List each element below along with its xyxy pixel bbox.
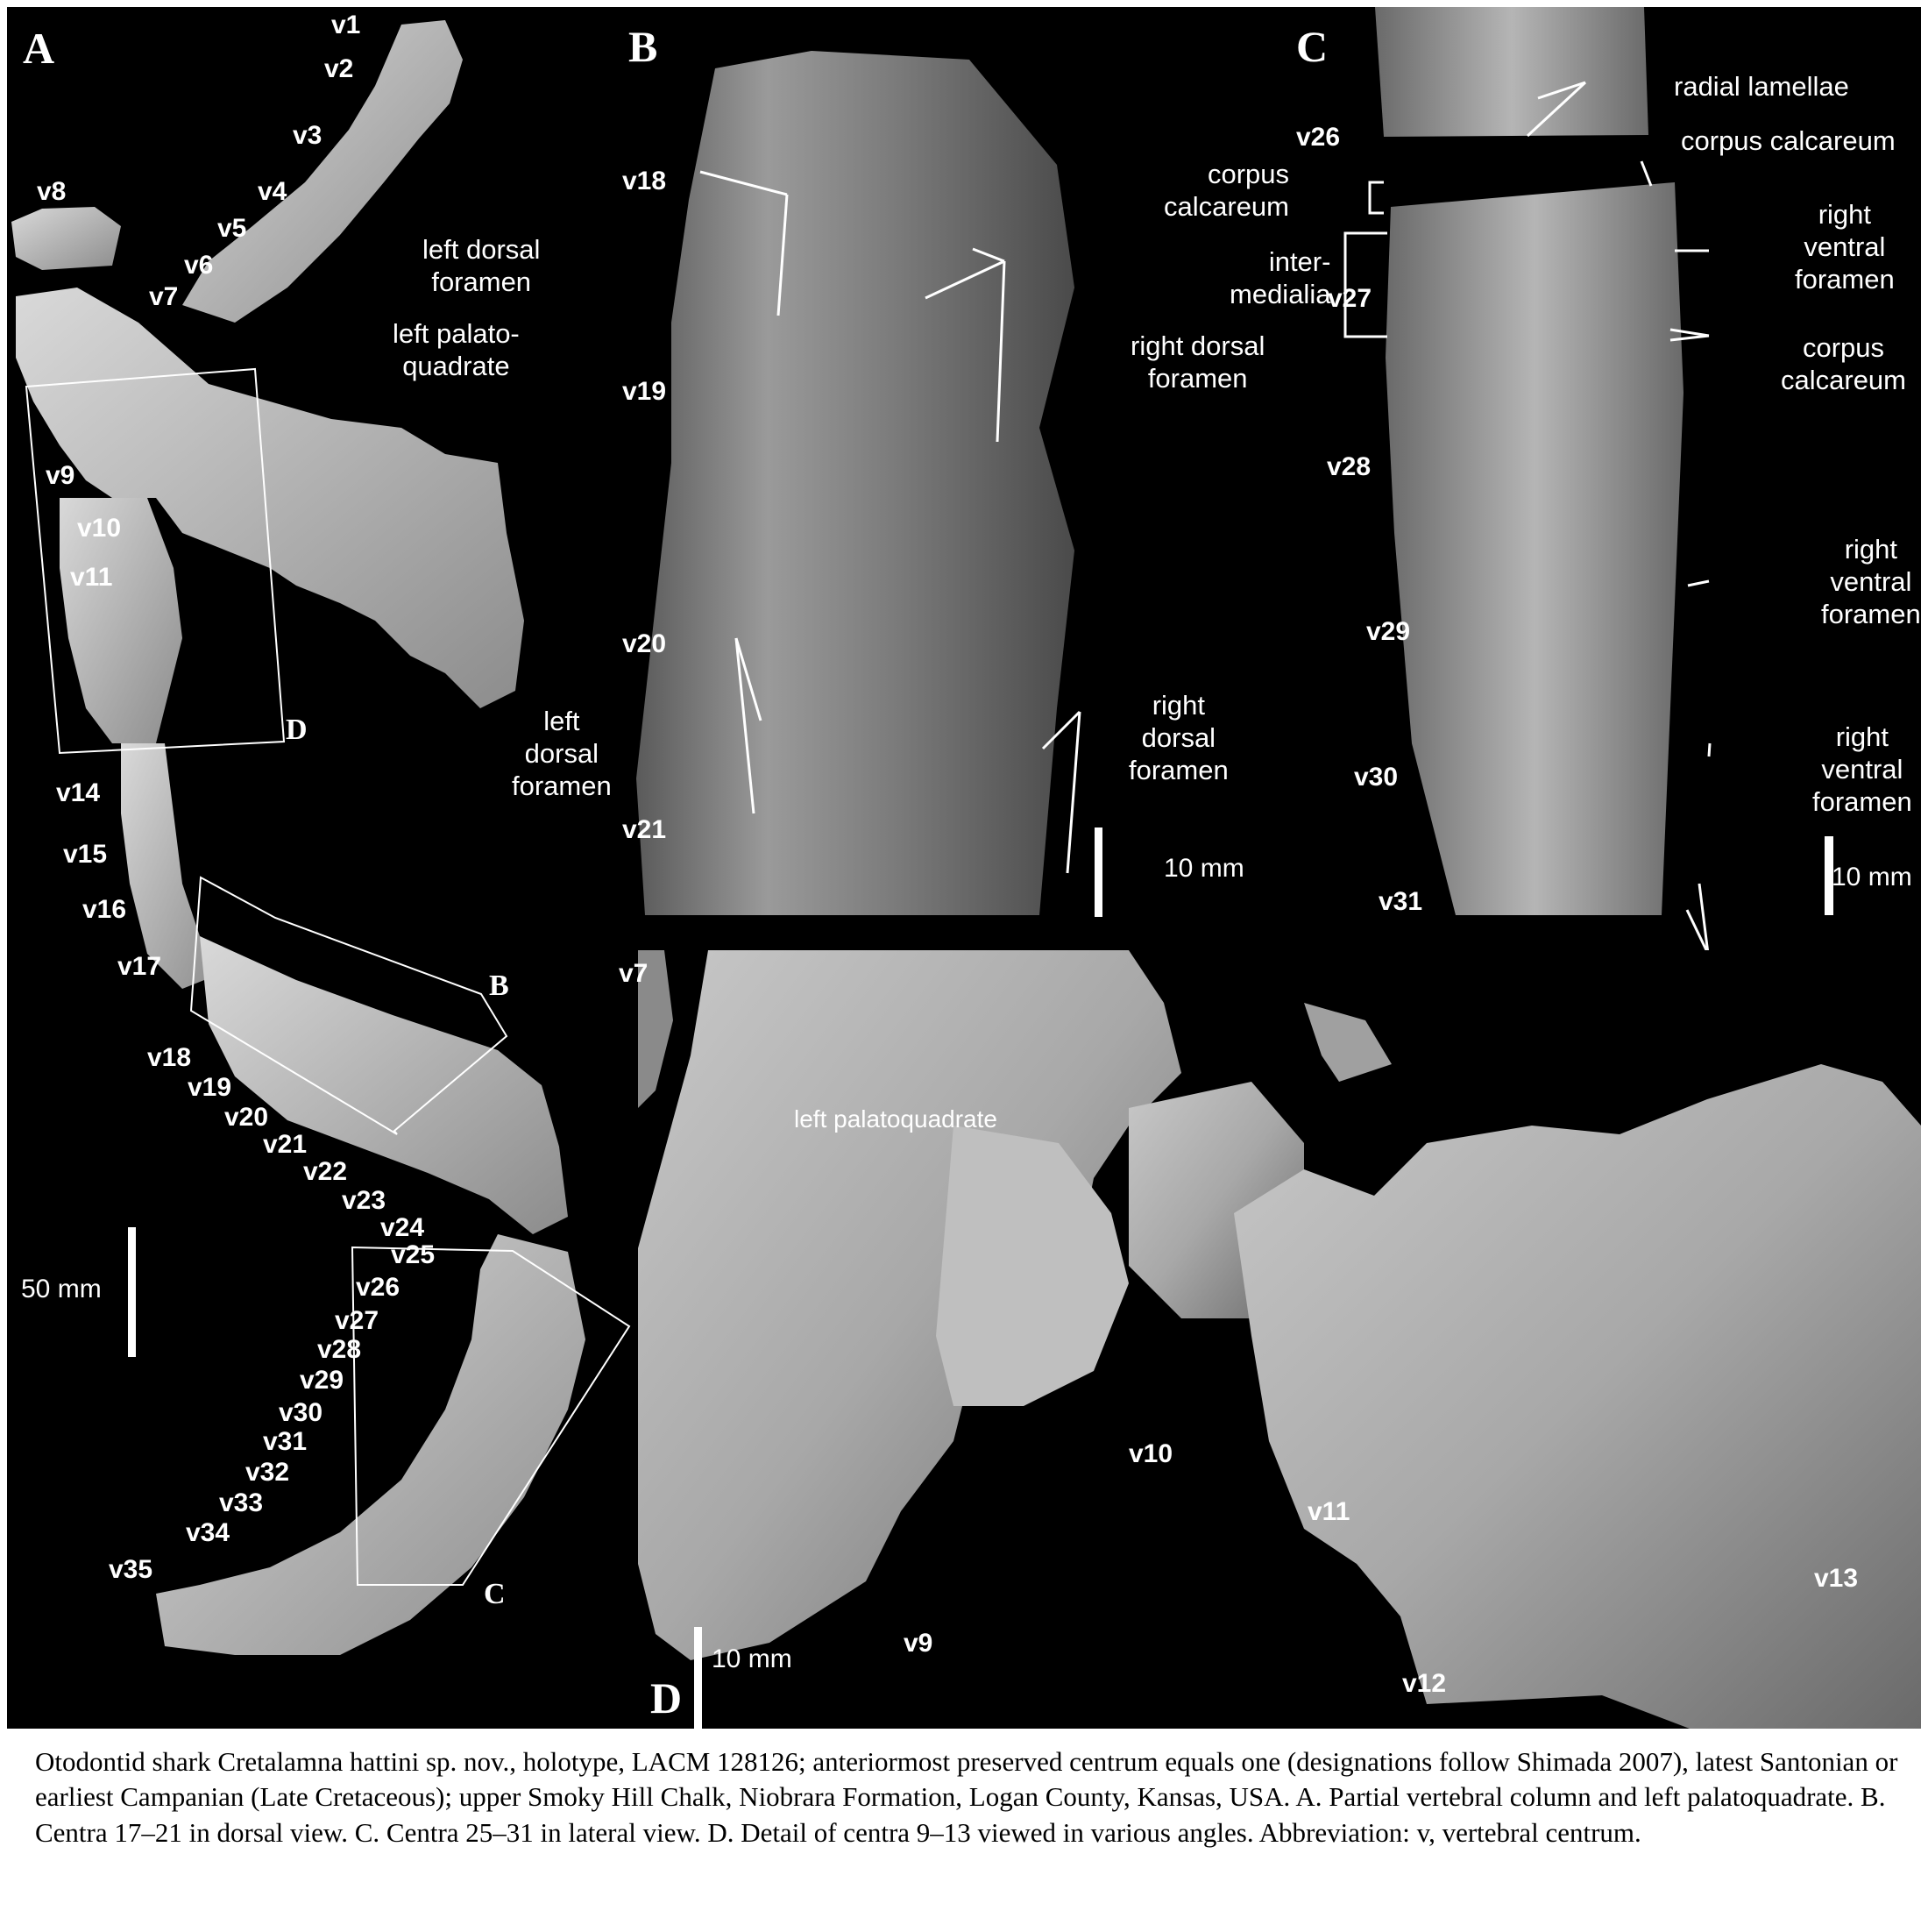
vertebra-label: v21 xyxy=(263,1130,308,1159)
panel-d-scale-label: 10 mm xyxy=(712,1644,792,1673)
panel-a-letter: A xyxy=(23,24,55,73)
vertebra-label: v16 xyxy=(82,895,127,924)
vertebra-label: v12 xyxy=(1402,1669,1447,1698)
vertebra-label: v28 xyxy=(1327,452,1372,481)
vertebra-label: v23 xyxy=(342,1186,386,1215)
panel-a-scale-label: 50 mm xyxy=(21,1275,102,1303)
box-label-c: C xyxy=(484,1578,506,1610)
right-dorsal-foramen-annotation: right dorsal foramen xyxy=(1131,330,1265,394)
vertebra-label: v25 xyxy=(391,1240,436,1269)
vertebra-label: v29 xyxy=(300,1366,344,1395)
panel-a xyxy=(7,7,638,1729)
vertebra-label: v30 xyxy=(279,1398,323,1427)
vertebra-label: v10 xyxy=(77,514,122,543)
vertebra-label: v26 xyxy=(1296,123,1341,152)
vertebra-label: v6 xyxy=(184,251,214,280)
corpus-calcareum-annotation: corpus calcareum xyxy=(1681,125,1896,156)
box-label-b: B xyxy=(489,970,509,1002)
vertebra-label: v7 xyxy=(619,959,649,988)
panel-d xyxy=(619,950,1921,1729)
vertebra-label: v30 xyxy=(1354,763,1399,792)
panel-b xyxy=(619,7,1346,915)
vertebra-label: v31 xyxy=(263,1427,308,1456)
panel-b-letter: B xyxy=(628,22,658,71)
vertebra-label: v14 xyxy=(56,778,101,807)
panel-d-specimen-image xyxy=(638,950,1921,1729)
vertebra-label: v15 xyxy=(63,840,108,869)
palatoquadrate-annotation: left palato- quadrate xyxy=(393,318,520,382)
vertebra-label: v9 xyxy=(904,1629,933,1658)
corpus-calcareum-annotation: corpus calcareum xyxy=(1164,159,1289,223)
vertebra-label: v11 xyxy=(1308,1497,1350,1526)
vertebra-label: v29 xyxy=(1366,617,1411,646)
vertebra-label: v19 xyxy=(622,377,667,406)
vertebra-label: v24 xyxy=(380,1213,425,1242)
vertebra-label: v1 xyxy=(331,11,361,39)
panel-c-letter: C xyxy=(1296,22,1329,71)
vertebra-label: v8 xyxy=(37,177,67,206)
left-dorsal-foramen-annotation: left dorsal foramen xyxy=(512,706,612,802)
right-ventral-foramen-annotation: right ventral foramen xyxy=(1821,534,1921,630)
vertebra-label: v4 xyxy=(258,177,287,206)
figure-plate xyxy=(7,7,1921,1729)
vertebra-label: v9 xyxy=(46,461,75,490)
vertebra-label: v10 xyxy=(1129,1439,1173,1468)
corpus-calcareum-annotation: corpus calcareum xyxy=(1781,332,1906,396)
figure-caption: Otodontid shark Cretalamna hattini sp. nov., holotype, LACM 128126; anteriormost preserved centrum equals one (designations follow Shimada 2007), latest Santonian or earliest Campanian (Late Cretaceous); upper Smoky Hill Chalk, Niobrara Formation, Logan County, Kansas, USA. A. Partial vertebral column and left palatoquadrate. B. Centra 17–21 in dorsal view. C. Centra 25–31 in lateral view. D. Detail of centra 9–13 viewed in various angles. Abbreviation: v, vertebral centrum. xyxy=(35,1746,1898,1848)
vertebra-label: v2 xyxy=(324,54,354,83)
vertebra-label: v13 xyxy=(1814,1564,1859,1593)
vertebra-label: v28 xyxy=(317,1335,362,1364)
vertebra-label: v27 xyxy=(335,1306,379,1335)
vertebra-label: v21 xyxy=(622,815,667,844)
vertebra-label: v22 xyxy=(303,1157,348,1186)
vertebra-label: v11 xyxy=(70,563,113,592)
radial-lamellae-annotation: radial lamellae xyxy=(1674,71,1849,102)
vertebra-label: v31 xyxy=(1379,887,1423,916)
vertebra-label: v27 xyxy=(1328,284,1372,313)
vertebra-label: v18 xyxy=(622,167,667,195)
right-dorsal-foramen-annotation: right dorsal foramen xyxy=(1129,690,1229,786)
panel-d-letter: D xyxy=(650,1673,683,1722)
vertebra-label: v7 xyxy=(149,282,179,311)
vertebra-label: v17 xyxy=(117,952,162,981)
vertebra-label: v32 xyxy=(245,1458,290,1487)
vertebra-label: v35 xyxy=(109,1555,153,1584)
vertebra-label: v20 xyxy=(622,629,667,658)
left-dorsal-foramen-annotation: left dorsal foramen xyxy=(422,234,541,298)
right-ventral-foramen-annotation: right ventral foramen xyxy=(1795,199,1895,295)
panel-c-scale-label: 10 mm xyxy=(1832,863,1912,891)
vertebra-label: v20 xyxy=(224,1103,269,1132)
vertebra-label: v3 xyxy=(293,121,323,150)
palatoquadrate-label: left palatoquadrate xyxy=(794,1105,997,1133)
vertebra-label: v19 xyxy=(188,1073,232,1102)
vertebra-label: v26 xyxy=(356,1273,400,1302)
intermedialia-annotation: inter- medialia xyxy=(1230,246,1331,310)
panel-b-scale-label: 10 mm xyxy=(1164,854,1244,883)
vertebra-label: v5 xyxy=(217,214,247,243)
right-ventral-foramen-annotation: right ventral foramen xyxy=(1812,721,1912,818)
vertebra-label: v33 xyxy=(219,1488,264,1517)
panel-b-specimen-image xyxy=(619,7,1346,915)
vertebra-label: v18 xyxy=(147,1043,192,1072)
box-label-d: D xyxy=(286,714,308,746)
vertebra-label: v34 xyxy=(186,1518,230,1547)
